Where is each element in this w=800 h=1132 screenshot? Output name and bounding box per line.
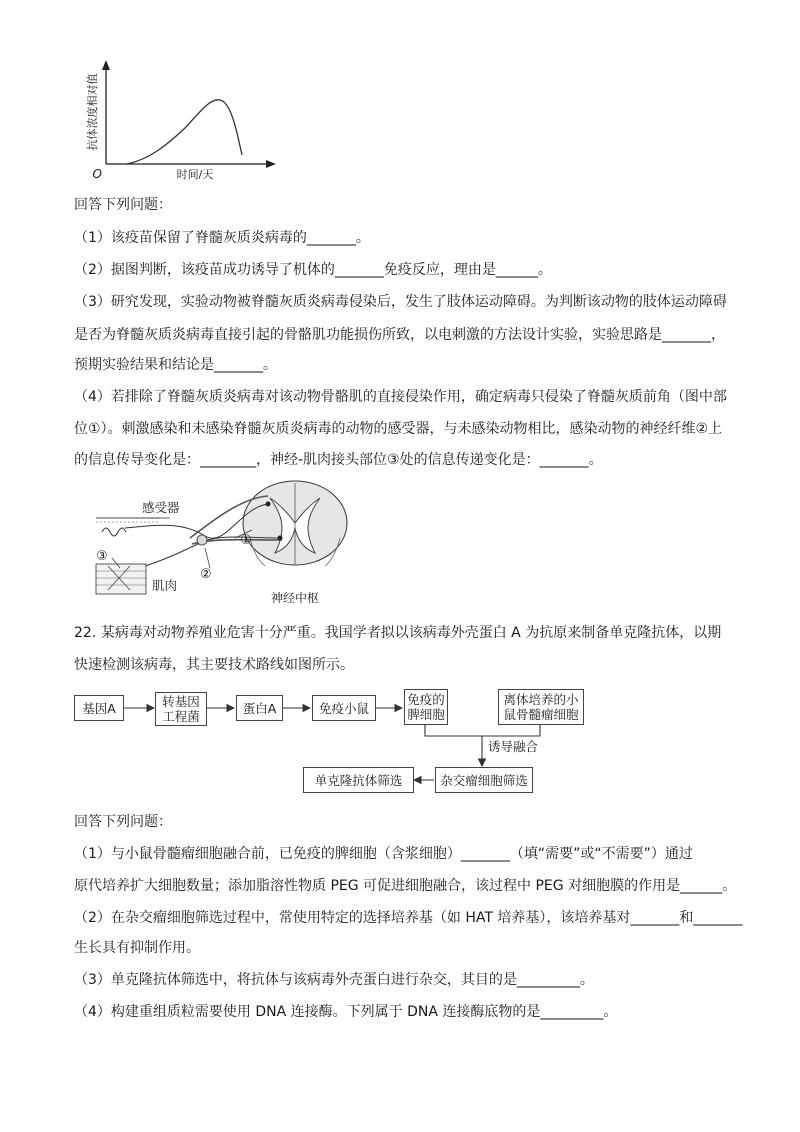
- q22-item-2b: 生长具有抑制作用。: [74, 940, 200, 956]
- flow-spleen-cells: 免疫的 脾细胞: [404, 689, 448, 725]
- neural-pathway-figure: [90, 478, 370, 608]
- q21-prompt: 回答下列问题：: [74, 197, 172, 213]
- q22-item-1a: （1）与小鼠骨髓瘤细胞融合前，已免疫的脾细胞（含浆细胞）_______（填“需要”或“不需要”）通过: [74, 846, 693, 862]
- flow-myeloma-cells: 离体培养的小 鼠骨髓瘤细胞: [498, 689, 584, 725]
- q21-item-3b: 是否为脊髓灰质炎病毒直接引起的骨骼肌功能损伤所致，以电刺激的方法设计实验，实验思路是_______，: [74, 327, 725, 343]
- q22-intro-1: 22. 某病毒对动物养殖业危害十分严重。我国学者拟以该病毒外壳蛋白 A 为抗原来制备单克隆抗体，以期: [74, 625, 722, 641]
- q21-item-3a: （3）研究发现，实验动物被脊髓灰质炎病毒侵染后，发生了肢体运动障碍。为判断该动物的肢体运动障碍: [74, 294, 727, 310]
- label-receptor: 感受器: [142, 500, 180, 515]
- q22-item-3: （3）单克隆抗体筛选中，将抗体与该病毒外壳蛋白进行杂交，其目的是_________。: [74, 972, 594, 988]
- antibody-curve: [126, 100, 242, 164]
- q22-item-1b: 原代培养扩大细胞数量；添加脂溶性物质 PEG 可促进细胞融合，该过程中 PEG 对细胞膜的作用是______。: [74, 878, 737, 894]
- flow-hybridoma-screening: 杂交瘤细胞筛选: [435, 767, 533, 793]
- label-muscle: 肌肉: [152, 578, 178, 593]
- q21-item-4c: 的信息传导变化是：________，神经-肌肉接头部位③处的信息传递变化是：_______。: [74, 452, 603, 468]
- q22-intro-2: 快速检测该病毒，其主要技术路线如图所示。: [74, 657, 354, 673]
- y-axis-arrow: [102, 60, 110, 70]
- label-center: 神经中枢: [270, 591, 320, 605]
- ganglion: [197, 535, 207, 545]
- label-mark-1: ①: [240, 533, 252, 548]
- q21-item-4a: （4）若排除了脊髓灰质炎病毒对该动物骨骼肌的直接侵染作用，确定病毒只侵染了脊髓灰质前角（图中部: [74, 389, 727, 405]
- chart-xlabel: 时间/天: [176, 168, 214, 181]
- flow-induced-fusion: 诱导融合: [488, 739, 539, 754]
- q21-item-1: （1）该疫苗保留了脊髓灰质炎病毒的_______。: [74, 230, 370, 246]
- flow-immunized-mouse: 免疫小鼠: [312, 695, 376, 721]
- q22-prompt: 回答下列问题：: [74, 814, 172, 830]
- label-mark-2: ②: [200, 567, 212, 582]
- chart-origin: O: [92, 167, 102, 181]
- flow-mab-screening: 单克隆抗体筛选: [303, 767, 414, 793]
- x-axis-arrow: [266, 160, 276, 168]
- flow-protein-a: 蛋白A: [236, 695, 283, 721]
- flow-gene-a: 基因A: [74, 695, 124, 721]
- spinal-cord: [243, 481, 347, 566]
- q22-item-4: （4）构建重组质粒需要使用 DNA 连接酶。下列属于 DNA 连接酶底物的是_________。: [74, 1004, 618, 1020]
- antibody-chart: [70, 50, 290, 190]
- label-mark-3: ③: [96, 549, 108, 564]
- q21-item-3c: 预期实验结果和结论是_______。: [74, 357, 277, 373]
- chart-ylabel: 抗体浓度相对值: [86, 73, 99, 151]
- q22-item-2a: （2）在杂交瘤细胞筛选过程中，常使用特定的选择培养基（如 HAT 培养基），该培养基对_______和_______: [74, 910, 743, 926]
- q21-item-4b: 位①）。刺激感染和未感染脊髓灰质炎病毒的动物的感受器，与未感染动物相比，感染动物的神经纤维②上: [74, 421, 723, 437]
- muscle-block: [96, 564, 146, 594]
- q21-item-2: （2）据图判断，该疫苗成功诱导了机体的_______免疫反应，理由是______。: [74, 262, 552, 278]
- flow-engineered-bacteria: 转基因 工程菌: [155, 692, 207, 726]
- receptor-skin: [96, 518, 160, 536]
